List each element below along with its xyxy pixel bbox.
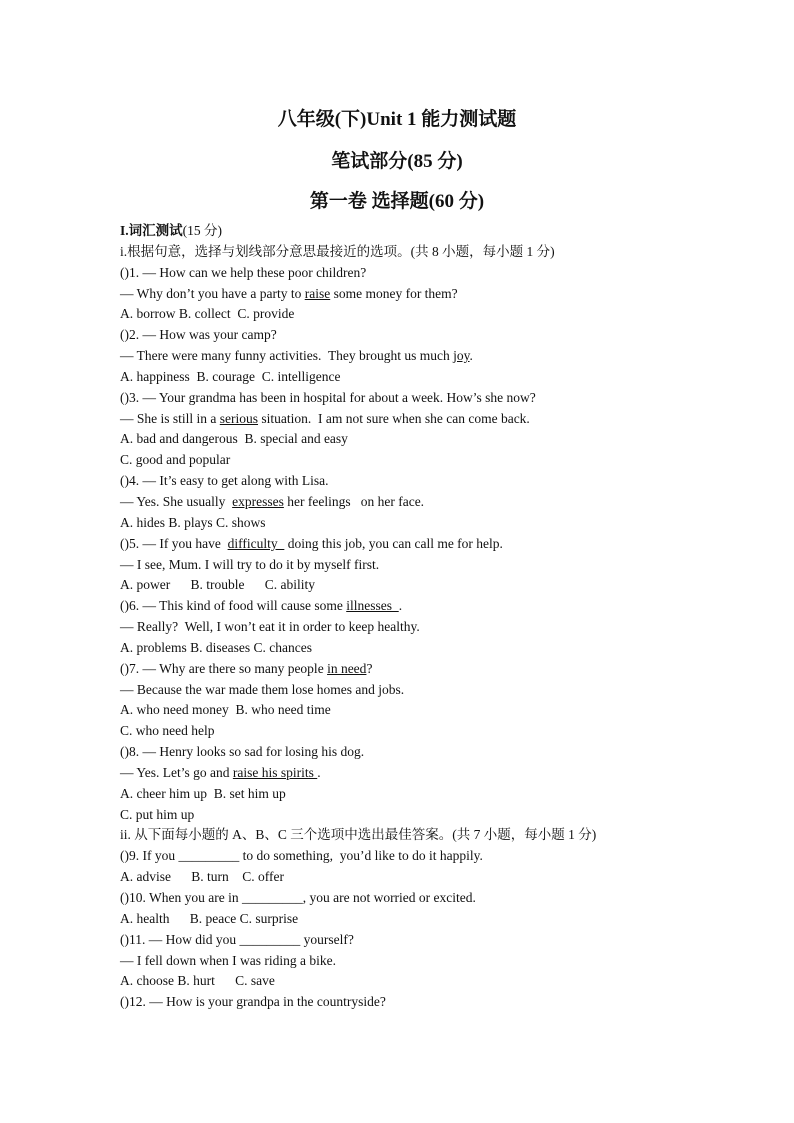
question-stem: ()3. — Your grandma has been in hospital for about a week. How’s she now? — [120, 389, 536, 405]
question-stem: ()6. — This kind of food will cause some illnesses . — [120, 598, 403, 614]
question-reply: — Yes. She usually expresses her feelings on her face. — [120, 493, 425, 509]
underlined-word: in need — [327, 660, 367, 676]
question-stem: ()4. — It’s easy to get along with Lisa. — [120, 473, 329, 489]
question-options: C. who need help — [120, 723, 215, 739]
question-options: A. advise B. turn C. offer — [120, 869, 284, 885]
question-reply: — Yes. Let’s go and raise his spirits . — [120, 764, 321, 780]
underlined-word: joy — [453, 348, 470, 364]
question-stem: ()11. — How did you _________ yourself? — [120, 931, 354, 947]
question-options: A. hides B. plays C. shows — [120, 514, 266, 530]
question-stem: ()10. When you are in _________, you are not worried or excited. — [120, 890, 476, 905]
question-reply: — Why don’t you have a party to raise some money for them? — [120, 285, 458, 301]
question-reply: — Really? Well, I won’t eat it in order to keep healthy. — [120, 619, 420, 635]
question-stem: ()7. — Why are there so many people in need? — [120, 660, 373, 676]
question-reply: — She is still in a serious situation. I am not sure when she can come back. — [120, 410, 530, 426]
question-stem: ()12. — How is your grandpa in the countryside? — [120, 994, 386, 1010]
question-reply: — There were many funny activities. They brought us much joy. — [120, 348, 473, 364]
underlined-word: raise — [304, 285, 331, 301]
question-reply: — I fell down when I was riding a bike. — [120, 952, 336, 968]
question-stem: ()2. — How was your camp? — [120, 327, 277, 343]
exam-body — [120, 221, 700, 1013]
question-options: A. power B. trouble C. ability — [120, 577, 315, 593]
underlined-word: serious — [219, 410, 259, 426]
part-title: 第一卷 选择题(60 分) — [309, 191, 485, 212]
underlined-word: difficulty — [227, 535, 285, 551]
question-options: A. choose B. hurt C. save — [120, 973, 275, 989]
question-options: C. put him up — [120, 806, 195, 822]
question-reply: — I see, Mum. I will try to do it by myself first. — [120, 556, 380, 572]
question-reply: — Because the war made them lose homes and jobs. — [120, 681, 405, 697]
question-options: A. happiness B. courage C. intelligence — [120, 368, 341, 384]
question-options: A. who need money B. who need time — [120, 702, 331, 718]
sub-instruction: i.根据句意，选择与划线部分意思最接近的选项。(共 8 小题，每小题 1 分) — [120, 243, 555, 259]
exam-title: 八年级(下)Unit 1 能力测试题 — [277, 109, 517, 130]
question-options: A. borrow B. collect C. provide — [120, 306, 295, 322]
question-stem: ()9. If you _________ to do something, you’d like to do it happily. — [120, 848, 483, 864]
question-options: A. health B. peace C. surprise — [120, 910, 299, 926]
question-options: A. problems B. diseases C. chances — [120, 639, 312, 655]
question-options: A. cheer him up B. set him up — [120, 785, 286, 801]
question-stem: ()1. — How can we help these poor children? — [120, 264, 367, 280]
question-options: A. bad and dangerous B. special and easy — [120, 431, 348, 447]
question-options: C. good and popular — [120, 452, 231, 468]
sub-instruction: ii. 从下面每小题的 A、B、C 三个选项中选出最佳答案。(共 7 小题，每小题 1 分) — [120, 827, 597, 843]
question-stem: ()5. — If you have difficulty doing this job, you can call me for help. — [120, 535, 503, 551]
question-stem: ()8. — Henry looks so sad for losing his dog. — [120, 744, 365, 760]
section-heading: I.词汇测试(15 分) — [120, 223, 223, 238]
underlined-word: illnesses — [346, 598, 399, 614]
underlined-word: expresses — [232, 493, 284, 509]
underlined-word: raise his spirits — [232, 764, 318, 780]
exam-subtitle: 笔试部分(85 分) — [331, 151, 463, 172]
